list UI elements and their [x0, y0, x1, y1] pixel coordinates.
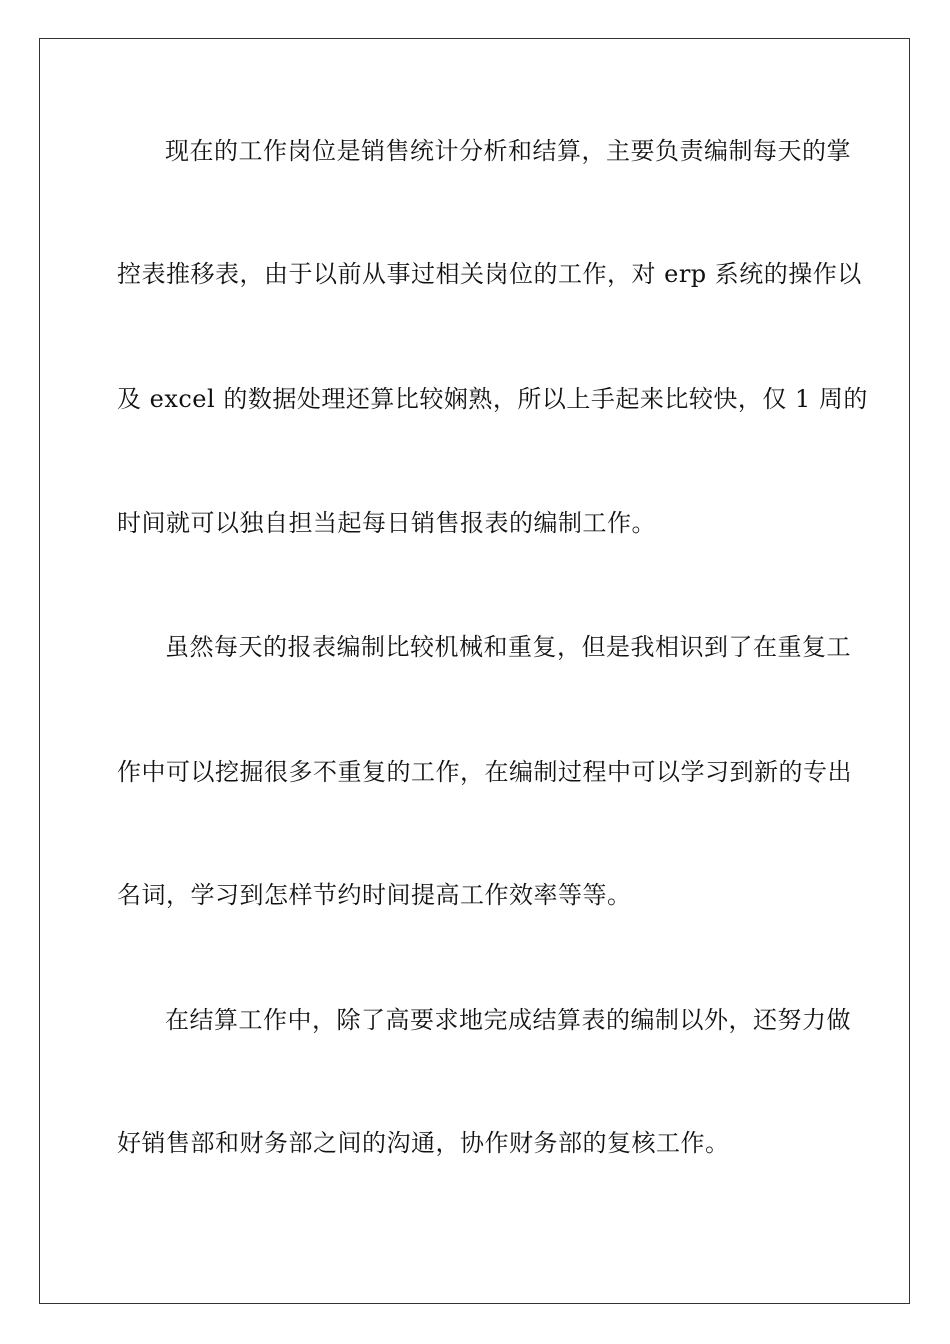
paragraph-line: 现在的工作岗位是销售统计分析和结算，主要负责编制每天的掌: [165, 137, 851, 165]
paragraph-line: 作中可以挖掘很多不重复的工作，在编制过程中可以学习到新的专出: [117, 758, 852, 786]
paragraph-line: 时间就可以独自担当起每日销售报表的编制工作。: [117, 509, 656, 537]
paragraph-line: 控表推移表，由于以前从事过相关岗位的工作，对 erp 系统的操作以: [117, 260, 862, 288]
paragraph-line: 及 excel 的数据处理还算比较娴熟，所以上手起来比较快，仅 1 周的: [117, 385, 868, 413]
paragraph-line: 名词，学习到怎样节约时间提高工作效率等等。: [117, 881, 632, 909]
paragraph-line: 在结算工作中，除了高要求地完成结算表的编制以外，还努力做: [165, 1006, 851, 1034]
page-border: [39, 38, 910, 1304]
paragraph-line: 好销售部和财务部之间的沟通，协作财务部的复核工作。: [117, 1129, 730, 1157]
paragraph-line: 虽然每天的报表编制比较机械和重复，但是我相识到了在重复工: [165, 633, 851, 661]
